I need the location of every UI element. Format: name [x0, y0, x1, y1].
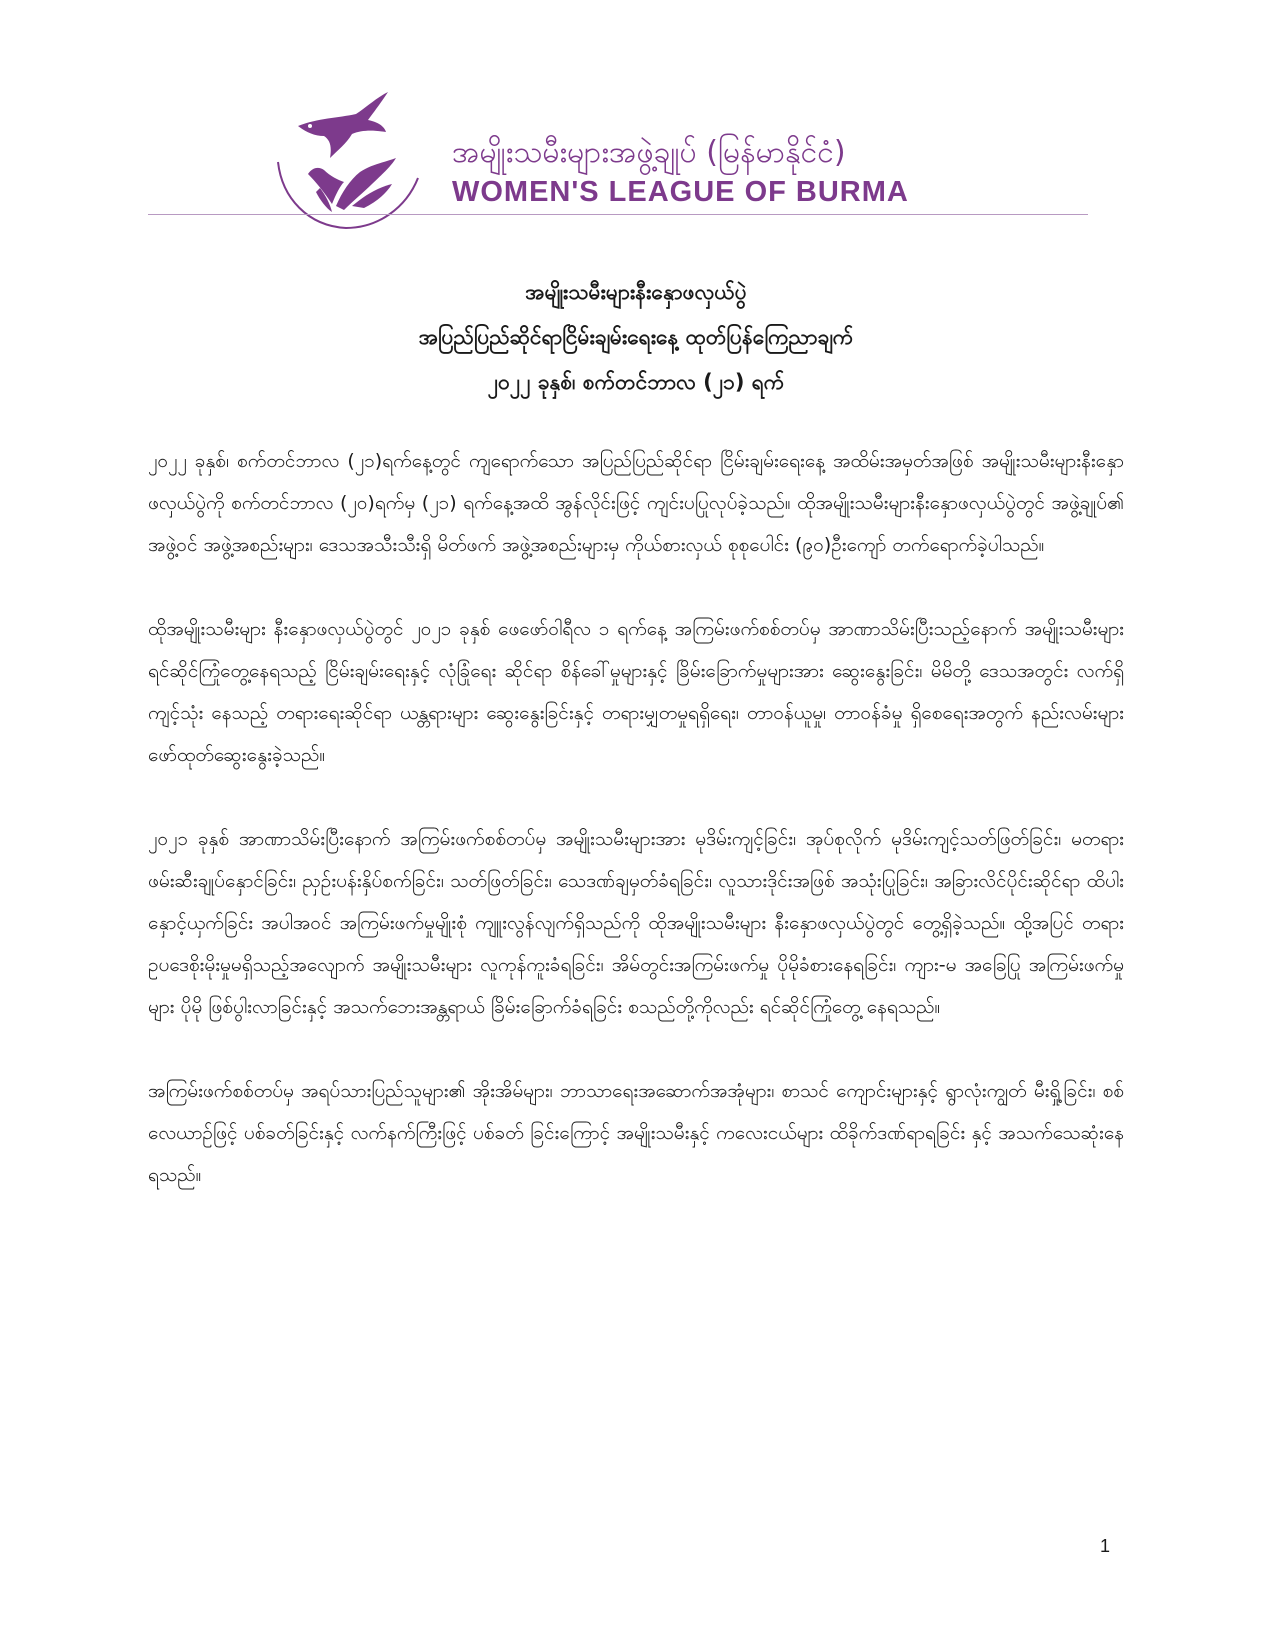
paragraph: ၂၀၂၁ ခုနှစ် အာဏာသိမ်းပြီးနောက် အကြမ်းဖက်စစ်တပ်မှ အမျိုးသမီးများအား မုဒိမ်းကျင့်ခြင်း၊ အုပ်စုလိုက် မုဒိမ်းကျင့်သတ်ဖြတ်ခြင်း၊ မတရားဖမ်းဆီးချုပ်နှောင်ခြင်း၊ ညှဉ်းပန်းနှိပ်စက်ခြင်း၊ သတ်ဖြတ်ခြင်း၊ သေဒဏ်ချမှတ်ခံရခြင်း၊ လူသားဒိုင်းအဖြစ် အသုံးပြုခြင်း၊ အခြားလိင်ပိုင်းဆိုင်ရာ ထိပါးနှောင့်ယှက်ခြင်း အပါအဝင် အကြမ်းဖက်မှုမျိုးစုံ ကျူးလွန်လျက်ရှိသည်ကို ထိုအမျိုးသမီးများ နီးနှောဖလှယ်ပွဲတွင် တွေ့ရှိခဲ့သည်။ ထို့အပြင် တရားဥပဒေစိုးမိုးမှုမရှိသည့်အလျောက် အမျိုးသမီးများ လူကုန်ကူးခံရခြင်း၊ အိမ်တွင်းအကြမ်းဖက်မှု ပိုမိုခံစားနေရခြင်း၊ ကျား-မ အခြေပြု အကြမ်းဖက်မှုများ ပိုမို ဖြစ်ပွါးလာခြင်းနှင့် အသက်ဘေးအန္တရာယ် ခြိမ်းခြောက်ခံရခြင်း စသည်တို့ကိုလည်း ရင်ဆိုင်ကြုံတွေ့ နေရသည်။: [148, 828, 1124, 1018]
paragraph: ထိုအမျိုးသမီးများ နီးနှောဖလှယ်ပွဲတွင် ၂၀၂၁ ခုနှစ် ဖေဖော်ဝါရီလ ၁ ရက်နေ့ အကြမ်းဖက်စစ်တပ်မှ အာဏာသိမ်းပြီးသည့်နောက် အမျိုးသမီးများရင်ဆိုင်ကြုံတွေ့နေရသည့် ငြိမ်းချမ်းရေးနှင့် လုံခြုံရေး ဆိုင်ရာ စိန်ခေါ်မှုများနှင့် ခြိမ်းခြောက်မှုများအား ဆွေးနွေးခြင်း၊ မိမိတို့ ဒေသအတွင်း လက်ရှိ ကျင့်သုံး နေသည့် တရားရေးဆိုင်ရာ ယန္တရားများ ဆွေးနွေးခြင်းနှင့် တရားမျှတမှုရရှိရေး၊ တာဝန်ယူမှု၊ တာဝန်ခံမှု ရှိစေရေးအတွက် နည်းလမ်းများ ဖော်ထုတ်ဆွေးနွေးခဲ့သည်။: [148, 618, 1124, 766]
wlb-logo-icon: [268, 88, 438, 238]
page-number: 1: [1099, 1536, 1110, 1556]
org-name-english: WOMEN'S LEAGUE OF BURMA: [452, 176, 909, 208]
paragraph: ၂၀၂၂ ခုနှစ်၊ စက်တင်ဘာလ (၂၁)ရက်နေ့တွင် ကျရောက်သော အပြည်ပြည်ဆိုင်ရာ ငြိမ်းချမ်းရေးနေ့ အထိမ်းအမှတ်အဖြစ် အမျိုးသမီးများနီးနှောဖလှယ်ပွဲကို စက်တင်ဘာလ (၂၀)ရက်မှ (၂၁) ရက်နေ့အထိ အွန်လိုင်းဖြင့် ကျင်းပပြုလုပ်ခဲ့သည်။ ထိုအမျိုးသမီးများနီးနှောဖလှယ်ပွဲတွင် အဖွဲ့ချုပ်၏ အဖွဲ့ဝင် အဖွဲ့အစည်းများ၊ ဒေသအသီးသီးရှိ မိတ်ဖက် အဖွဲ့အစည်းများမှ ကိုယ်စားလှယ် စုစုပေါင်း (၉၀)ဦးကျော် တက်ရောက်ခဲ့ပါသည်။: [148, 450, 1124, 556]
letterhead: [0, 0, 1275, 240]
statement-title-block: [148, 270, 1124, 405]
org-name-burmese: အမျိုးသမီးများအဖွဲ့ချုပ် (မြန်မာနိုင်ငံ): [452, 135, 846, 170]
statement-subtitle: အပြည်ပြည်ဆိုင်ရာငြိမ်းချမ်းရေးနေ့ ထုတ်ပြန်ကြေညာချက်: [418, 325, 854, 349]
statement-date: ၂၀၂၂ ခုနှစ်၊ စက်တင်ဘာလ (၂၁) ရက်: [487, 370, 785, 394]
paragraph: အကြမ်းဖက်စစ်တပ်မှ အရပ်သားပြည်သူများ၏ အိုးအိမ်များ၊ ဘာသာရေးအဆောက်အအုံများ၊ စာသင် ကျောင်းများနှင့် ရွာလုံးကျွတ် မီးရှို့ခြင်း၊ စစ်လေယာဉ်ဖြင့် ပစ်ခတ်ခြင်းနှင့် လက်နက်ကြီးဖြင့် ပစ်ခတ် ခြင်းကြောင့် အမျိုးသမီးနှင့် ကလေးငယ်များ ထိခိုက်ဒဏ်ရာရခြင်း နှင့် အသက်သေဆုံးနေရသည်။: [148, 1080, 1124, 1186]
statement-title: အမျိုးသမီးများနီးနှောဖလှယ်ပွဲ: [525, 280, 747, 304]
statement-body: [148, 440, 1124, 1238]
letterhead-divider: [148, 214, 1088, 215]
